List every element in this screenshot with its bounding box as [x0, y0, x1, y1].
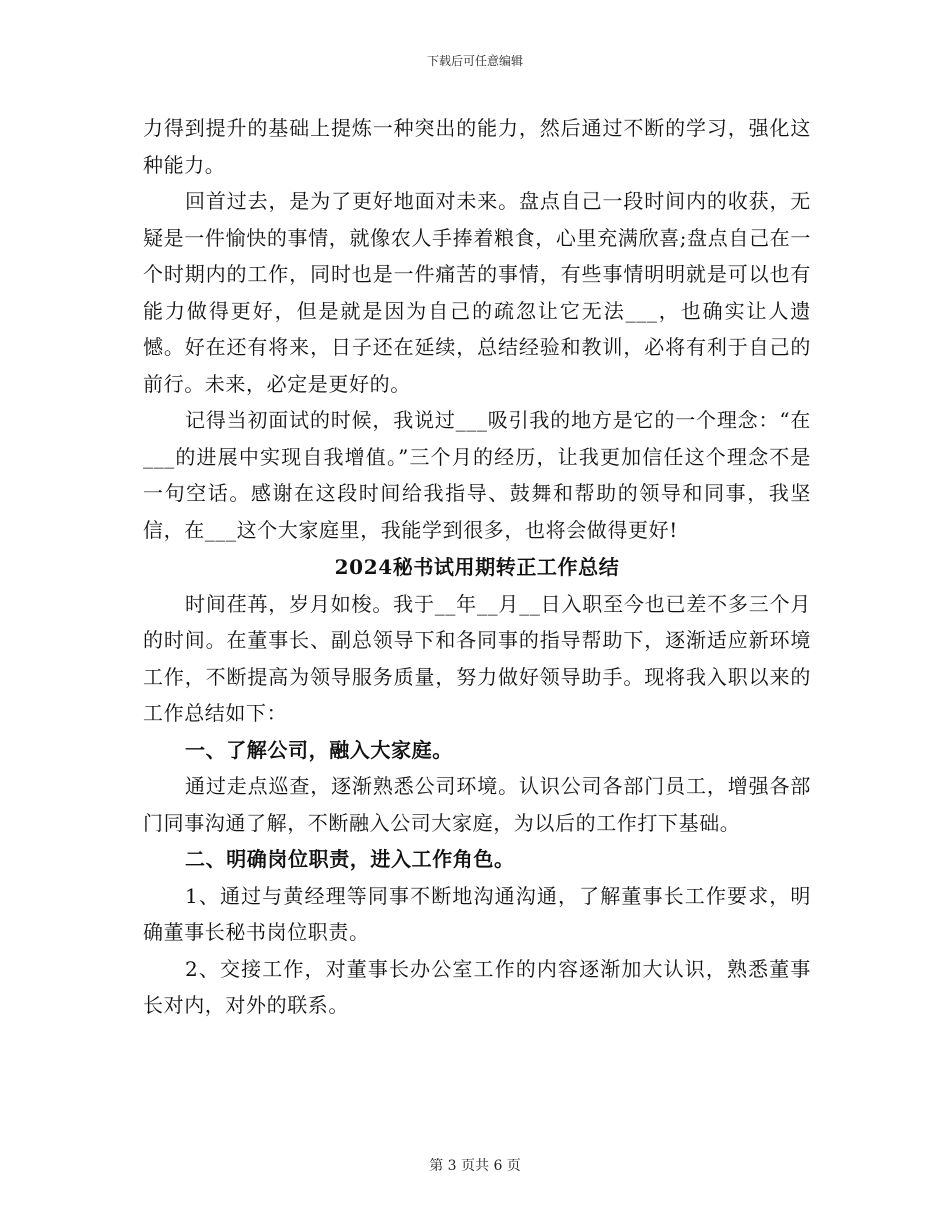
section-heading-2: 二、明确岗位职责，进入工作角色。 — [185, 847, 515, 871]
paragraph-section-1: 通过走点巡查，逐渐熟悉公司环境。认识公司各部门员工，增强各部门同事沟通了解，不断融入公司大家庭，为以后的工作打下基础。 — [143, 774, 811, 835]
page-footer: 第 3 页共 6 页 — [429, 1158, 521, 1174]
paragraph-interview-memory: 记得当初面试的时候，我说过___吸引我的地方是它的一个理念：“在___的进展中实现自我增值。”三个月的经历，让我更加信任这个理念不是一句空话。感谢在这段时间给我指导、鼓舞和帮助的领导和同事，我坚信，在___这个大家庭里，我能学到很多，也将会做得更好! — [143, 408, 811, 542]
paragraph-item-1: 1、通过与黄经理等同事不断地沟通沟通，了解董事长工作要求，明确董事长秘书岗位职责。 — [143, 883, 811, 944]
page-header: 下载后可任意编辑 — [426, 54, 523, 68]
paragraph-intro: 时间荏苒，岁月如梭。我于__年__月__日入职至今也已差不多三个月的时间。在董事长、副总领导下和各同事的指导帮助下，逐渐适应新环境工作，不断提高为领导服务质量，努力做好领导助手。现将我入职以来的工作总结如下： — [143, 591, 811, 725]
document-body — [143, 110, 811, 1024]
paragraph-reflection: 回首过去，是为了更好地面对未来。盘点自己一段时间内的收获，无疑是一件愉快的事情，就像农人手捧着粮食，心里充满欣喜;盘点自己在一个时期内的工作，同时也是一件痛苦的事情，有些事情明明就是可以也有能力做得更好，但是就是因为自己的疏忽让它无法___，也确实让人遗憾。好在还有将来，日子还在延续，总结经验和教训，必将有利于自己的前行。未来，必定是更好的。 — [143, 189, 811, 396]
paragraph-item-2: 2、交接工作，对董事长办公室工作的内容逐渐加大认识，熟悉董事长对内，对外的联系。 — [143, 956, 811, 1017]
document-title: 2024秘书试用期转正工作总结 — [334, 555, 620, 579]
section-heading-1: 一、了解公司，融入大家庭。 — [185, 737, 453, 762]
paragraph-continued: 力得到提升的基础上提炼一种突出的能力，然后通过不断的学习，强化这种能力。 — [143, 116, 811, 177]
